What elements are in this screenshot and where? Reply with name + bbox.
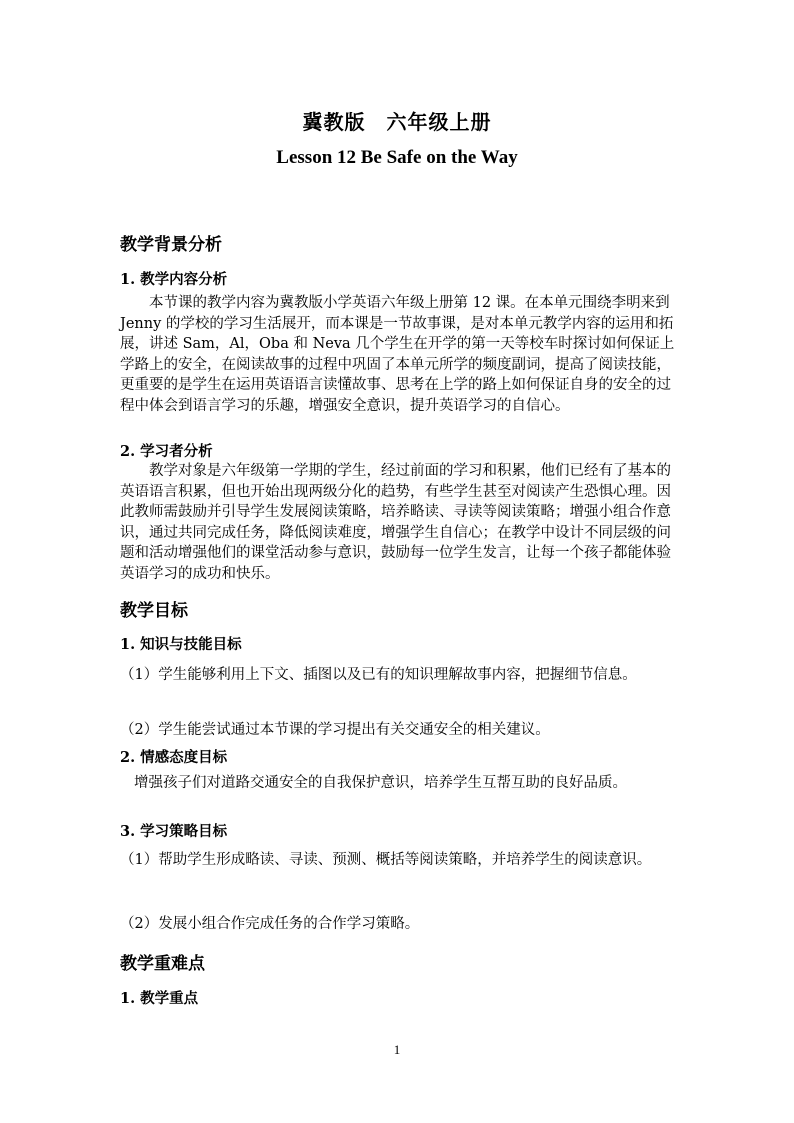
- section-heading-background: 教学背景分析: [120, 235, 222, 255]
- section-heading-key-points: 教学重难点: [120, 954, 205, 974]
- knowledge-objective-1: （1）学生能够利用上下文、插图以及已有的知识理解故事内容，把握细节信息。: [120, 667, 637, 683]
- subheading-content-analysis: 1. 教学内容分析: [120, 271, 228, 288]
- learner-analysis-text: 教学对象是六年级第一学期的学生，经过前面的学习和积累，他们已经有了基本的英语语言积累，但也开始出现两级分化的趋势，有些学生甚至对阅读产生恐惧心理。因此教师需鼓励并引导学生发展阅读策略，培养略读、寻读等阅读策略；增强小组合作意识，通过共同完成任务，降低阅读难度，增强学生自信心；在教学中设计不同层级的问题和活动增强他们的课堂活动参与意识，鼓励每一位学生发言，让每一个孩子都能体验英语学习的成功和快乐。: [120, 463, 671, 582]
- subheading-learner-analysis: 2. 学习者分析: [120, 443, 213, 460]
- subheading-learning-strategy: 3. 学习策略目标: [120, 823, 228, 840]
- document-title: 冀教版 六年级上册: [302, 110, 492, 134]
- subheading-emotion-attitude: 2. 情感态度目标: [120, 749, 228, 766]
- content-analysis-text: 本节课的教学内容为冀教版小学英语六年级上册第 12 课。在本单元围绕李明来到 Jenny 的学校的学习生活展开，而本课是一节故事课，是对本单元教学内容的运用和拓展，讲述 Sam，Al，Oba 和 Neva 几个学生在开学的第一天等校车时探讨如何保证上学路上的安全，在阅读故事的过程中巩固了本单元所学的频度副词，提高了阅读技能，更重要的是学生在运用英语语言读懂故事、思考在上学的路上如何保证自身的安全的过程中体会到语言学习的乐趣，增强安全意识，提升英语学习的自信心。: [120, 295, 675, 414]
- subheading-knowledge-skills: 1. 知识与技能目标: [120, 636, 242, 653]
- subheading-teaching-focus: 1. 教学重点: [120, 990, 199, 1007]
- learner-analysis-paragraph: [120, 461, 676, 585]
- page-number: 1: [393, 1042, 401, 1057]
- emotion-objective-text: 增强孩子们对道路交通安全的自我保护意识，培养学生互帮互助的良好品质。: [134, 775, 627, 791]
- section-heading-objectives: 教学目标: [120, 601, 188, 621]
- lesson-title: Lesson 12 Be Safe on the Way: [276, 147, 518, 168]
- content-analysis-paragraph: [120, 293, 676, 417]
- emotion-objective-paragraph: [120, 773, 676, 794]
- strategy-objective-2: （2）发展小组合作完成任务的合作学习策略。: [120, 916, 420, 932]
- strategy-objective-1: （1）帮助学生形成略读、寻读、预测、概括等阅读策略，并培养学生的阅读意识。: [120, 852, 652, 868]
- knowledge-objective-2: （2）学生能尝试通过本节课的学习提出有关交通安全的相关建议。: [120, 722, 550, 738]
